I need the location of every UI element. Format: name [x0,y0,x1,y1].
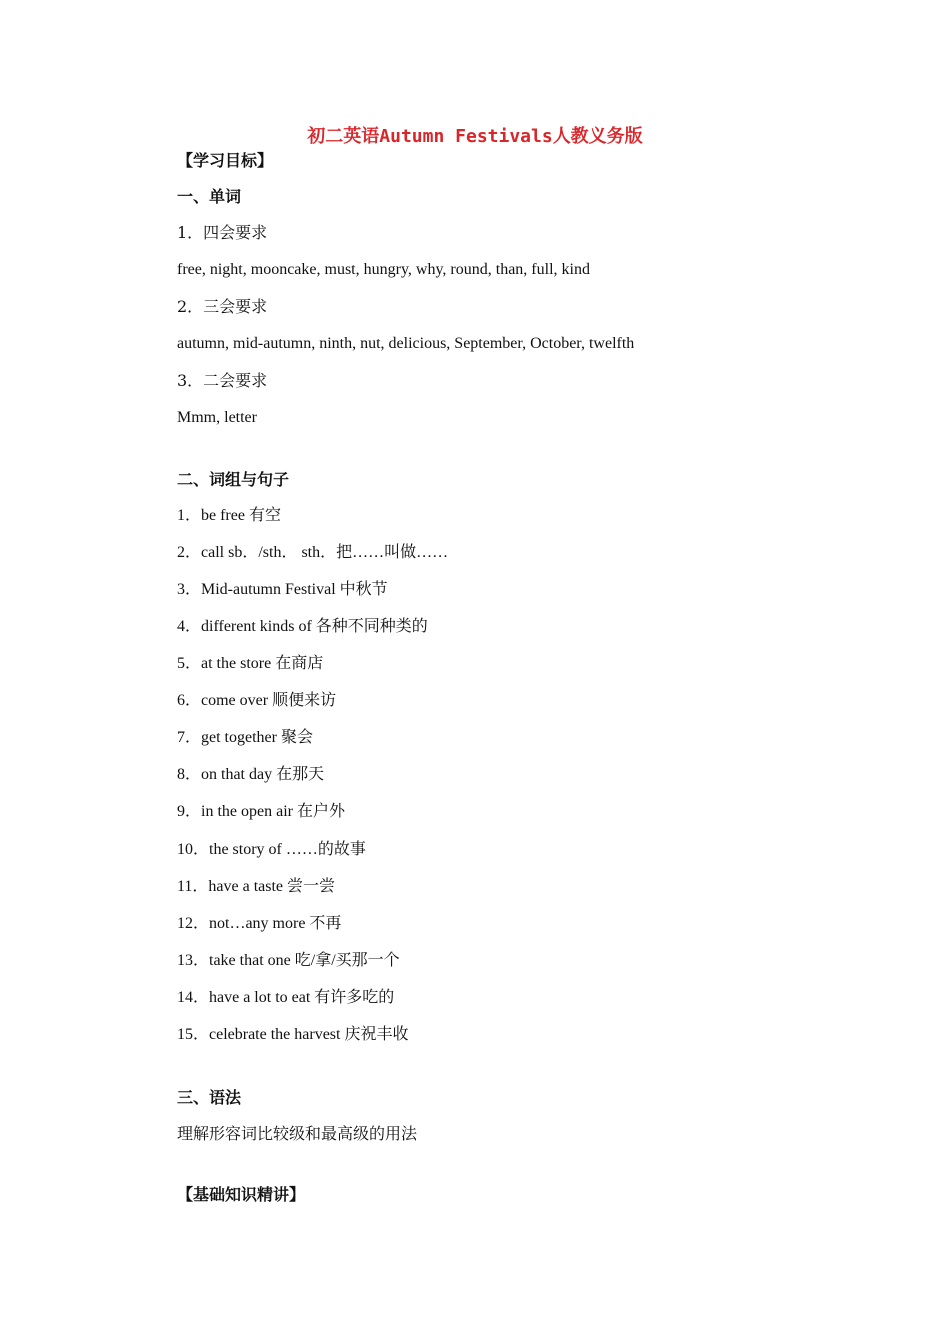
phrase-item: 2．call sb．/sth． sth．把……叫做…… [177,544,449,561]
title-cn-prefix: 初二英语 [307,126,380,147]
vocab-label-1: 1．四会要求 [177,223,268,242]
title-en: Autumn Festivals [379,126,553,147]
phrase-item: 7．get together 聚会 [177,729,313,746]
phrase-item: 6．come over 顺便来访 [177,692,337,709]
title-cn-suffix: 人教义务版 [552,126,643,147]
phrase-item: 10．the story of ……的故事 [177,841,366,858]
vocab-label-3: 3．二会要求 [177,371,268,390]
vocab-words-2: autumn, mid-autumn, ninth, nut, delicious, September, October, twelfth [177,335,635,352]
part2-heading: 二、词组与句子 [177,470,290,489]
phrase-item: 14．have a lot to eat 有许多吃的 [177,989,395,1006]
phrase-item: 8．on that day 在那天 [177,766,325,783]
vocab-words-1: free, night, mooncake, must, hungry, why, round, than, full, kind [177,261,590,278]
phrase-item: 3．Mid-autumn Festival 中秋节 [177,581,388,598]
phrase-item: 15．celebrate the harvest 庆祝丰收 [177,1026,409,1043]
phrase-item: 9．in the open air 在户外 [177,803,345,820]
phrase-item: 1．be free 有空 [177,507,281,524]
phrase-item: 12．not…any more 不再 [177,915,342,932]
vocab-label-2: 2．三会要求 [177,297,268,316]
section-basics-heading: 【基础知识精讲】 [177,1185,306,1204]
grammar-text: 理解形容词比较级和最高级的用法 [177,1124,418,1143]
phrase-item: 13．take that one 吃/拿/买那一个 [177,952,400,969]
phrase-item: 11．have a taste 尝一尝 [177,878,336,895]
section-goals-heading: 【学习目标】 [177,151,274,170]
part3-heading: 三、语法 [177,1088,242,1107]
phrase-item: 4．different kinds of 各种不同种类的 [177,618,428,635]
vocab-words-3: Mmm, letter [177,409,257,426]
phrase-item: 5．at the store 在商店 [177,655,324,672]
part1-heading: 一、单词 [177,187,242,206]
document-title [0,124,950,150]
